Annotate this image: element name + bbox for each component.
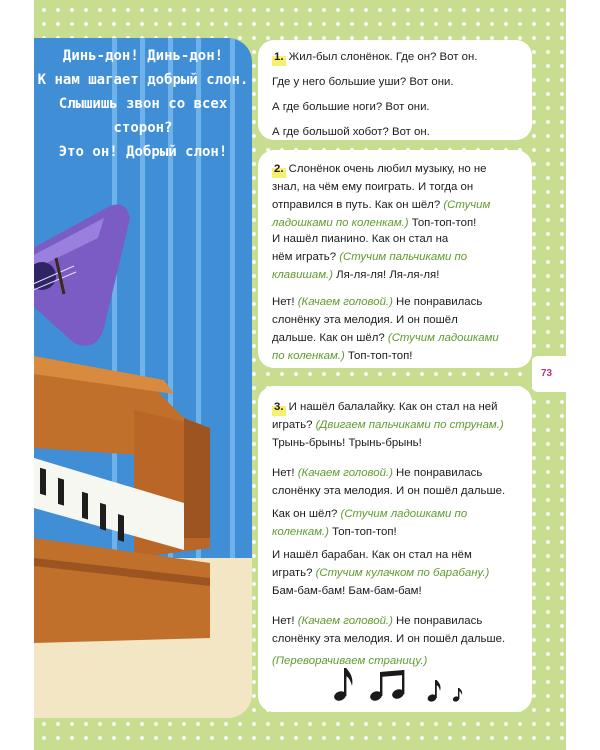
story-text: слонёнку эта мелодия. И он пошёл bbox=[272, 314, 458, 326]
section-1-paragraph bbox=[272, 48, 524, 66]
story-text: Топ-топ-топ! bbox=[408, 217, 477, 229]
action-cue: (Стучим bbox=[443, 199, 491, 211]
action-cue: клавишам.) bbox=[272, 269, 333, 281]
story-text: отправился в путь. Как он шёл? bbox=[272, 199, 444, 211]
section-1-box bbox=[258, 40, 532, 140]
action-cue: (Стучим пальчиками по bbox=[339, 251, 468, 263]
section-3-paragraph bbox=[272, 505, 524, 541]
story-text: Нет! bbox=[272, 467, 298, 479]
story-text: Топ-топ-топ! bbox=[328, 526, 397, 538]
section-2-paragraph bbox=[272, 230, 524, 284]
action-cue: (Качаем головой.) bbox=[297, 296, 393, 308]
story-text: нём играть? bbox=[272, 251, 340, 263]
action-cue: коленкам.) bbox=[272, 526, 329, 538]
section-1-paragraph bbox=[272, 98, 524, 116]
action-cue: (Качаем головой.) bbox=[297, 467, 393, 479]
section-2-box bbox=[258, 150, 532, 368]
music-note-icon bbox=[333, 668, 353, 702]
section-2-paragraph bbox=[272, 160, 524, 232]
story-text: Топ-топ-топ! bbox=[344, 350, 413, 362]
story-text: И нашёл барабан. Как он стал на нём bbox=[272, 549, 472, 561]
story-text: И нашёл пианино. Как он стал на bbox=[272, 233, 449, 245]
rhyme-line: Слышишь звон со всех bbox=[58, 96, 228, 112]
section-number: 3. bbox=[272, 398, 286, 416]
rhyme-line: Динь-дон! Динь-дон! bbox=[62, 48, 224, 64]
story-text: Ля-ля-ля! Ля-ля-ля! bbox=[332, 269, 440, 281]
story-text: знал, на чём ему поиграть. И тогда он bbox=[272, 181, 474, 193]
rhyme-line: К нам шагает добрый слон. bbox=[37, 72, 249, 88]
section-number: 2. bbox=[272, 160, 286, 178]
story-text: А где большие ноги? Вот они. bbox=[272, 101, 430, 113]
section-number: 1. bbox=[272, 48, 286, 66]
rhyme-line: Это он! Добрый слон! bbox=[58, 144, 228, 160]
story-text: Не понравилась bbox=[392, 296, 483, 308]
action-cue: (Стучим кулачком по барабану.) bbox=[315, 567, 490, 579]
page-number: 73 bbox=[541, 368, 553, 379]
story-text: Трынь-брынь! Трынь-брынь! bbox=[272, 437, 422, 449]
section-3-paragraph bbox=[272, 464, 524, 500]
story-text: Не понравилась bbox=[392, 615, 483, 627]
story-text: И нашёл балалайку. Как он стал на ней bbox=[288, 401, 498, 413]
section-3-paragraph bbox=[272, 546, 524, 600]
action-cue: (Стучим ладошками bbox=[387, 332, 499, 344]
story-text: Как он шёл? bbox=[272, 508, 341, 520]
section-3-paragraph bbox=[272, 612, 524, 648]
story-text: Нет! bbox=[272, 615, 298, 627]
story-text: слонёнку эта мелодия. И он пошёл дальше. bbox=[272, 633, 506, 645]
action-cue: (Стучим ладошками по bbox=[340, 508, 468, 520]
action-cue: (Качаем головой.) bbox=[297, 615, 393, 627]
story-text: Где у него большие уши? Вот они. bbox=[272, 76, 454, 88]
section-1-paragraph bbox=[272, 123, 524, 141]
small-note-icon bbox=[452, 688, 462, 702]
story-text: Нет! bbox=[272, 296, 298, 308]
section-3-paragraph bbox=[272, 398, 524, 452]
story-text: Слонёнок очень любил музыку, но не bbox=[288, 163, 487, 175]
story-text: Жил-был слонёнок. Где он? Вот он. bbox=[288, 51, 478, 63]
action-cue: (Переворачиваем страницу.) bbox=[272, 655, 428, 667]
story-text: А где большой хобот? Вот он. bbox=[272, 126, 430, 138]
story-text: Бам-бам-бам! Бам-бам-бам! bbox=[272, 585, 422, 597]
story-text: играть? bbox=[272, 419, 316, 431]
rhyme-verse bbox=[34, 44, 252, 164]
music-notes bbox=[332, 664, 482, 706]
section-1-paragraph bbox=[272, 73, 524, 91]
action-cue: по коленкам.) bbox=[272, 350, 345, 362]
beamed-notes-icon bbox=[369, 670, 405, 702]
action-cue: (Двигаем пальчиками по струнам.) bbox=[315, 419, 504, 431]
action-cue: ладошками по коленкам.) bbox=[272, 217, 409, 229]
story-text: Не понравилась bbox=[392, 467, 483, 479]
eighth-note-icon bbox=[427, 680, 441, 703]
rhyme-line: сторон? bbox=[113, 120, 173, 136]
story-text: дальше. Как он шёл? bbox=[272, 332, 388, 344]
story-text: слонёнку эта мелодия. И он пошёл дальше. bbox=[272, 485, 506, 497]
story-text: играть? bbox=[272, 567, 316, 579]
section-2-paragraph bbox=[272, 293, 524, 365]
